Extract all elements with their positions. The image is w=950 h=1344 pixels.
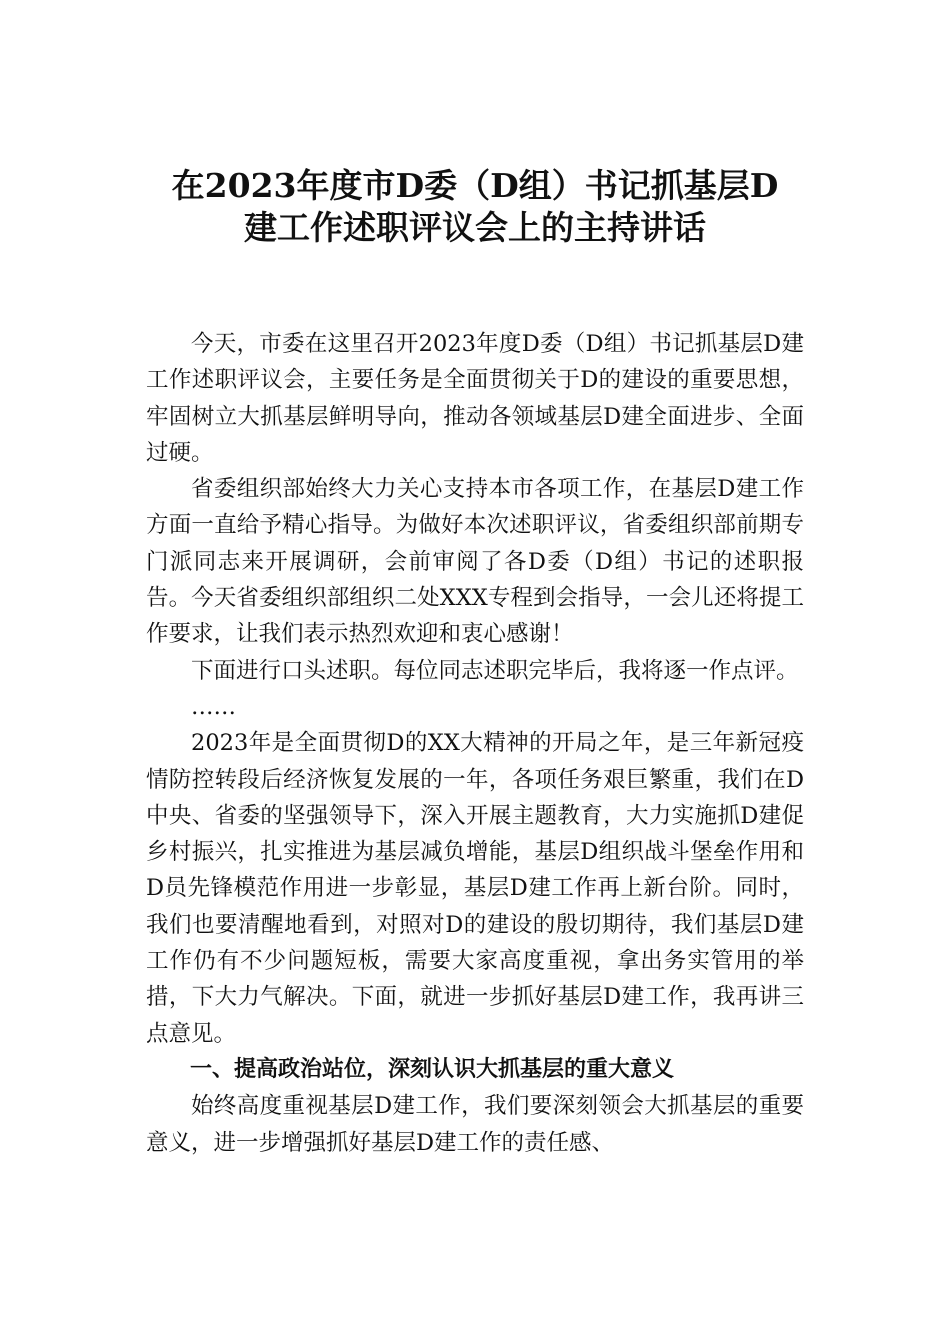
document-title-line-2: 建工作述职评议会上的主持讲话 [244, 208, 706, 247]
paragraph-section-1: 始终高度重视基层D建工作，我们要深刻领会大抓基层的重要意义，进一步增强抓好基层D建工作的责任感、 [146, 1093, 804, 1156]
document-title-line-1: 在2023年度市D委（D组）书记抓基层D [171, 166, 779, 205]
paragraph-summary: 2023年是全面贯彻D的XX大精神的开局之年，是三年新冠疫情防控转段后经济恢复发展的一年，各项任务艰巨繁重，我们在D中央、省委的坚强领导下，深入开展主题教育，大力实施抓D建促乡村振兴，扎实推进为基层减负增能，基层D组织战斗堡垒作用和D员先锋模范作用进一步彰显，基层D建工作再上新台阶。同时，我们也要清醒地看到，对照对D的建设的殷切期待，我们基层D建工作仍有不少问题短板，需要大家高度重视，拿出务实管用的举措，下大力气解决。下面，就进一步抓好基层D建工作，我再讲三点意见。 [146, 730, 804, 1047]
paragraph-thanks: 省委组织部始终大力关心支持本市各项工作，在基层D建工作方面一直给予精心指导。为做好本次述职评议，省委组织部前期专门派同志来开展调研，会前审阅了各D委（D组）书记的述职报告。今天省委组织部组织二处XXX专程到会指导，一会儿还将提工作要求，让我们表示热烈欢迎和衷心感谢！ [146, 476, 804, 648]
section-heading-1: 一、提高政治站位，深刻认识大抓基层的重大意义 [190, 1056, 675, 1082]
paragraph-ellipsis: …… [191, 693, 236, 720]
document-body [146, 326, 804, 1161]
paragraph-opening: 今天，市委在这里召开2023年度D委（D组）书记抓基层D建工作述职评议会，主要任务是全面贯彻关于D的建设的重要思想，牢固树立大抓基层鲜明导向，推动各领域基层D建全面进步、全面过硬。 [146, 331, 804, 466]
paragraph-oral-report: 下面进行口头述职。每位同志述职完毕后，我将逐一作点评。 [191, 657, 799, 684]
